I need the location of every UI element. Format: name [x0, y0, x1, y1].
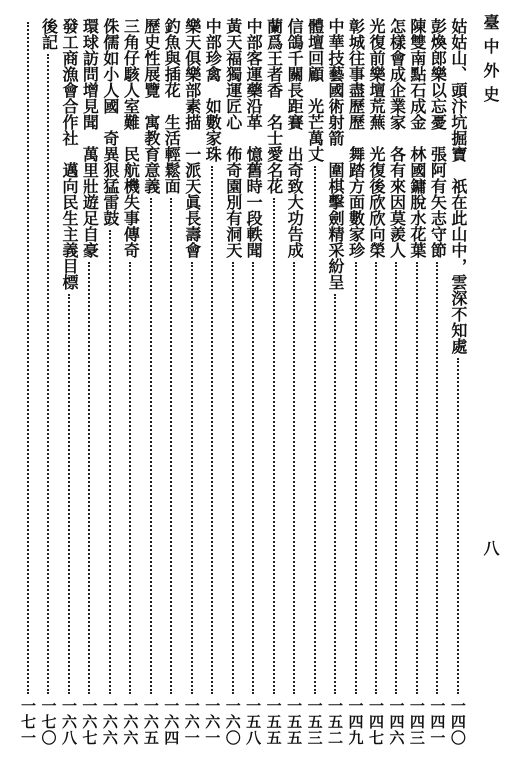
- toc-entry[interactable]: [284, 18, 304, 746]
- toc-entry-page: 一四一: [428, 698, 447, 746]
- dot-leader: [314, 166, 316, 694]
- toc-entry-title: 彭煥郎樂以忘憂 張阿有矢志守節: [428, 18, 448, 258]
- toc-entry-title: 信鴿千關長距賽 出奇致大功告成: [285, 18, 305, 258]
- toc-entry[interactable]: [427, 18, 447, 746]
- dot-leader: [211, 166, 213, 694]
- dot-leader: [375, 262, 377, 694]
- toc-entry-page: 一五五: [264, 698, 283, 746]
- dot-leader: [232, 262, 234, 694]
- toc-entry[interactable]: [79, 18, 99, 746]
- toc-entry-page: 一七〇: [39, 698, 58, 746]
- toc-entry-page: 一六一: [182, 698, 201, 746]
- toc-entry-page: 一六一: [203, 698, 222, 746]
- toc-entry-title: 中部客運藥沿革 憶舊時一段軼聞: [244, 18, 264, 258]
- toc-entry[interactable]: [243, 18, 263, 746]
- running-head: 臺中外史: [481, 14, 500, 110]
- toc-entry-page: 一五五: [285, 698, 304, 746]
- toc-entry[interactable]: [407, 18, 427, 746]
- toc-entry[interactable]: [59, 18, 79, 746]
- toc-entry-title: 侏儒如小人國 奇異狠猛雷鼓: [100, 18, 120, 226]
- toc-entry[interactable]: [100, 18, 120, 746]
- toc-entry-page: 一六六: [121, 698, 140, 746]
- dot-leader: [88, 262, 90, 694]
- toc-entry-title: 黃天福獨運匠心 佈奇園別有洞天: [223, 18, 243, 258]
- toc-entry-page: 一六〇: [223, 698, 242, 746]
- dot-leader: [355, 262, 357, 694]
- toc-entry-page: 一六五: [141, 698, 160, 746]
- dot-leader: [334, 294, 336, 694]
- dot-leader: [129, 262, 131, 694]
- dot-leader: [252, 262, 254, 694]
- dot-leader: [416, 262, 418, 694]
- dot-leader: [436, 262, 438, 694]
- toc-entry-page: 一五三: [305, 698, 324, 746]
- toc-entry-title: 怎樣會成企業家 各有來因莫羨人: [387, 18, 407, 258]
- toc-entry-title: 蘭爲王者香 名士愛名花: [264, 18, 284, 194]
- toc-entry[interactable]: [346, 18, 366, 746]
- toc-entry-title: 彰城往事盡歷歷 舞踏方面數家珍: [346, 18, 366, 258]
- toc-entry[interactable]: [366, 18, 386, 746]
- dot-leader: [170, 198, 172, 694]
- toc-entry-title: 環球訪問增見聞 萬里壯遊足自豪: [80, 18, 100, 258]
- toc-entry-title: 姑姑山、頭汴坑掘寶 祇在此山中，雲深不知處: [448, 18, 468, 354]
- toc-entry-page: 一四〇: [448, 698, 467, 746]
- toc-entry[interactable]: [18, 18, 38, 746]
- toc-entry[interactable]: [38, 18, 58, 746]
- dot-leader: [27, 22, 29, 694]
- dot-leader: [457, 358, 459, 694]
- toc-entry[interactable]: [161, 18, 181, 746]
- dot-leader: [191, 262, 193, 694]
- toc-entry-title: 體壇回顧 光芒萬丈: [305, 18, 325, 162]
- page-number: 八: [481, 540, 500, 556]
- toc-entry-page: 一六四: [162, 698, 181, 746]
- toc-entry[interactable]: [120, 18, 140, 746]
- toc-entry-title: 歷史性展覽 寓教育意義: [141, 18, 161, 194]
- toc-entry-page: 一六六: [100, 698, 119, 746]
- toc-entry-page: 一五八: [244, 698, 263, 746]
- dot-leader: [150, 198, 152, 694]
- toc-entry-page: 一四六: [387, 698, 406, 746]
- dot-leader: [273, 198, 275, 694]
- toc-entry-title: 中部珍禽 如數家珠: [203, 18, 223, 162]
- toc-entry-page: 一六八: [59, 698, 78, 746]
- toc-entry-title: 釣魚與插花 生活輕鬆面: [162, 18, 182, 194]
- toc-entry-page: 一四九: [346, 698, 365, 746]
- toc-entry[interactable]: [325, 18, 345, 746]
- toc-entry[interactable]: [223, 18, 243, 746]
- toc-entry-title: 樂天俱樂部素描 一派天眞長壽會: [182, 18, 202, 258]
- dot-leader: [395, 262, 397, 694]
- toc-entry-page: 一六七: [80, 698, 99, 746]
- toc-entry[interactable]: [448, 18, 468, 746]
- toc-entry[interactable]: [305, 18, 325, 746]
- toc-entry-page: 一七一: [19, 698, 37, 746]
- toc-entry-page: 一四七: [366, 698, 385, 746]
- toc-entry[interactable]: [202, 18, 222, 746]
- toc-entry-page: 一四三: [407, 698, 426, 746]
- table-of-contents: [18, 18, 468, 758]
- toc-entry-page: 一五二: [326, 698, 345, 746]
- dot-leader: [47, 54, 49, 694]
- toc-entry[interactable]: [386, 18, 406, 746]
- toc-entry-title: 中華技藝國術射箭 圍棋擊劍精采紛呈: [326, 18, 346, 290]
- dot-leader: [68, 294, 70, 694]
- toc-entry-title: 發工商漁會合作社 邁向民生主義目標: [59, 18, 79, 290]
- toc-entry[interactable]: [264, 18, 284, 746]
- dot-leader: [293, 262, 295, 694]
- toc-entry[interactable]: [182, 18, 202, 746]
- dot-leader: [109, 230, 111, 694]
- toc-entry-title: 後記: [39, 18, 59, 50]
- toc-entry-title: 三角仔駭人室難 民航機失事傳奇: [121, 18, 141, 258]
- toc-entry[interactable]: [141, 18, 161, 746]
- toc-entry-title: 光復前樂壇荒蕪 光復後欣欣向榮: [366, 18, 386, 258]
- toc-entry-title: 陳雙南點石成金 林國鏞脫水花葉: [407, 18, 427, 258]
